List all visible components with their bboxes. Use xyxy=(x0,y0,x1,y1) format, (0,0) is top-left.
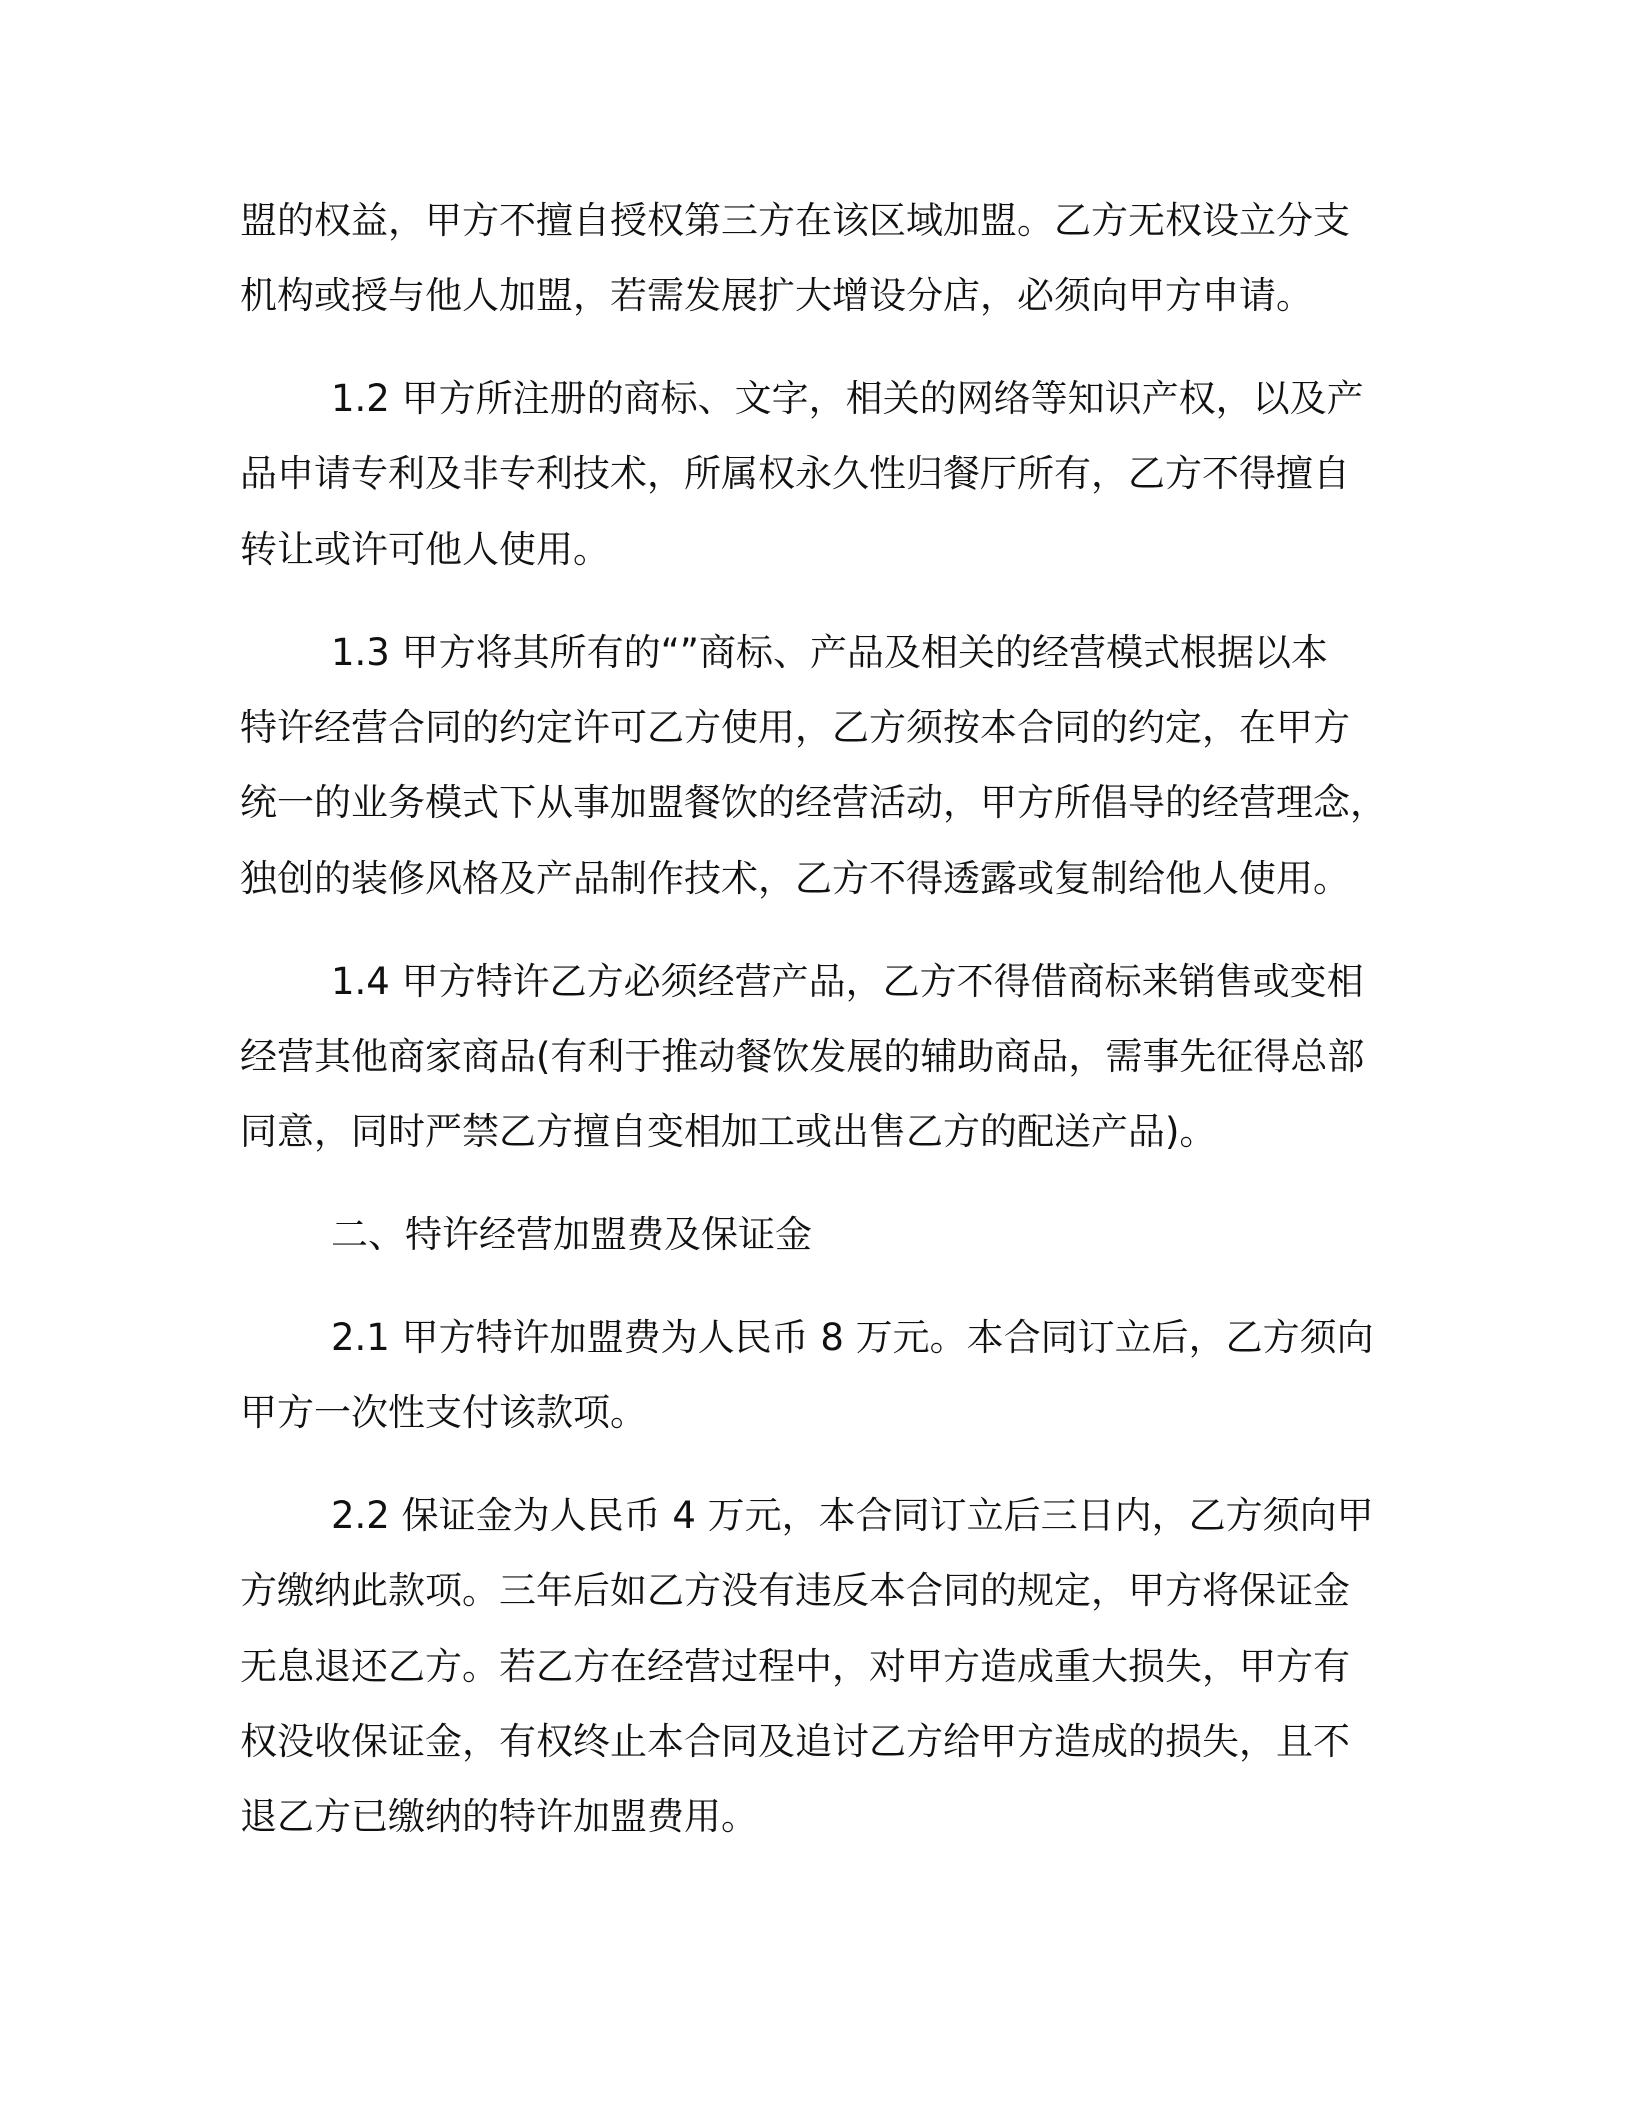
section-2-heading: 二、特许经营加盟费及保证金 xyxy=(331,1213,812,1256)
clause-2-2-line-5: 退乙方已缴纳的特许加盟费用。 xyxy=(240,1795,758,1838)
clause-1-3-line-1: 1.3 甲方将其所有的“”商标、产品及相关的经营模式根据以本 xyxy=(331,631,1328,674)
clause-2-2-line-4: 权没收保证金，有权终止本合同及追讨乙方给甲方造成的损失，且不 xyxy=(240,1720,1350,1763)
clause-2-1-line-2: 甲方一次性支付该款项。 xyxy=(240,1391,647,1434)
clause-1-2-line-2: 品申请专利及非专利技术，所属权永久性归餐厅所有，乙方不得擅自 xyxy=(240,452,1350,495)
clause-1-4-line-1: 1.4 甲方特许乙方必须经营产品，乙方不得借商标来销售或变相 xyxy=(331,960,1364,1003)
clause-1-2-line-3: 转让或许可他人使用。 xyxy=(240,528,610,571)
clause-1-3-line-4: 独创的装修风格及产品制作技术，乙方不得透露或复制给他人使用。 xyxy=(240,857,1350,900)
clause-2-1-line-1: 2.1 甲方特许加盟费为人民币 8 万元。本合同订立后，乙方须向 xyxy=(331,1316,1374,1359)
clause-2-2-line-3: 无息退还乙方。若乙方在经营过程中，对甲方造成重大损失，甲方有 xyxy=(240,1645,1350,1688)
clause-1-4-line-2: 经营其他商家商品(有利于推动餐饮发展的辅助商品，需事先征得总部 xyxy=(240,1035,1365,1078)
clause-1-3-line-2: 特许经营合同的约定许可乙方使用，乙方须按本合同的约定，在甲方 xyxy=(240,706,1350,749)
paragraph-1-1-line-2: 机构或授与他人加盟，若需发展扩大增设分店，必须向甲方申请。 xyxy=(240,274,1313,317)
clause-2-2-line-1: 2.2 保证金为人民币 4 万元，本合同订立后三日内，乙方须向甲 xyxy=(331,1494,1374,1537)
clause-1-4-line-3: 同意，同时严禁乙方擅自变相加工或出售乙方的配送产品)。 xyxy=(240,1110,1217,1153)
clause-2-2-line-2: 方缴纳此款项。三年后如乙方没有违反本合同的规定，甲方将保证金 xyxy=(240,1569,1350,1612)
clause-1-2-line-1: 1.2 甲方所注册的商标、文字，相关的网络等知识产权，以及产 xyxy=(331,377,1364,420)
clause-1-3-line-3: 统一的业务模式下从事加盟餐饮的经营活动，甲方所倡导的经营理念， xyxy=(240,781,1387,824)
paragraph-1-1-line-1: 盟的权益，甲方不擅自授权第三方在该区域加盟。乙方无权设立分支 xyxy=(240,199,1350,242)
